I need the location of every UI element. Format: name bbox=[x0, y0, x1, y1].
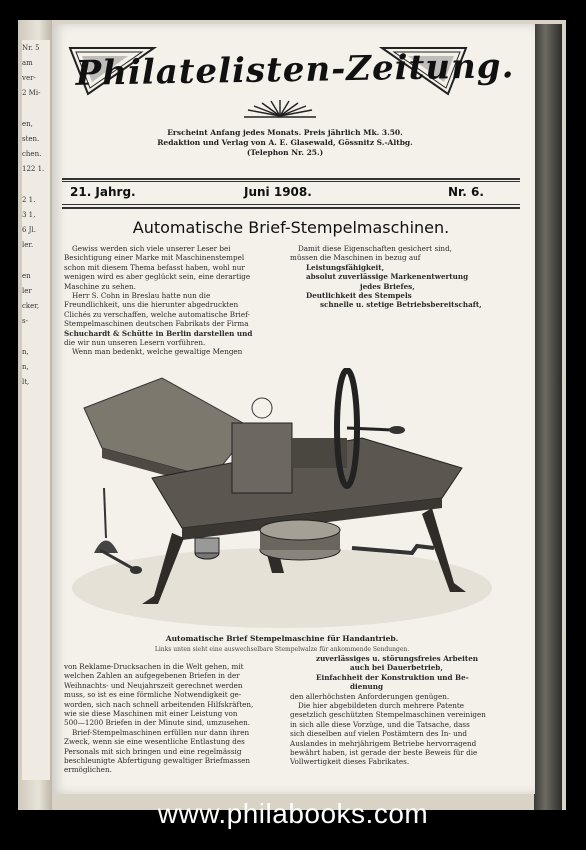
book-cover-edge bbox=[534, 24, 562, 810]
column-right-bottom bbox=[290, 654, 504, 767]
previous-page-fragment: n, bbox=[22, 363, 29, 371]
text-line: Damit diese Eigenschaften gesichert sind, bbox=[298, 244, 452, 253]
text-line: zuverlässiges u. störungsfreies Arbeiten bbox=[316, 654, 479, 663]
column-left-bottom bbox=[64, 662, 278, 775]
text-line: Clichés zu verschaffen, welche automatische Brief- bbox=[64, 309, 250, 319]
text-line: ermöglichen. bbox=[64, 765, 112, 775]
text-line: müssen die Maschinen in bezug auf bbox=[290, 253, 421, 263]
text-line: auch bei Dauerbetrieb, bbox=[350, 663, 443, 673]
issue-date: Juni 1908. bbox=[244, 185, 312, 199]
previous-page-edge bbox=[22, 40, 50, 780]
header-rule-top-thin bbox=[62, 181, 520, 182]
text-line: Deutlichkeit des Stempels bbox=[306, 291, 412, 301]
masthead-title: Philatelisten-Zeitung. bbox=[75, 46, 515, 94]
imprint-line: (Telephon Nr. 25.) bbox=[246, 148, 324, 157]
text-line: Vollwertigkeit dieses Fabrikates. bbox=[290, 757, 410, 767]
text-line: Zweck, wenn sie eine wesentliche Entlastung des bbox=[64, 737, 245, 747]
site-watermark: www.philabooks.com bbox=[157, 798, 429, 829]
text-line: beschleunigte Abfertigung gewaltiger Briefmassen bbox=[64, 756, 251, 766]
previous-page-fragment: cker, bbox=[22, 302, 40, 310]
text-line: 500—1200 Briefen in der Minute sind, umzusehen. bbox=[64, 718, 251, 728]
text-line: jedes Briefes, bbox=[360, 281, 415, 291]
imprint-line: Erscheint Anfang jedes Monats. Preis jährlich Mk. 3.50. bbox=[167, 128, 403, 137]
previous-page-fragment: ler. bbox=[22, 241, 34, 249]
text-line: Besichtigung einer Marke mit Maschinenstempel bbox=[64, 253, 245, 263]
text-line: wie sie diese Maschinen mit einer Leistung von bbox=[64, 709, 238, 719]
header-rule-bottom-thin bbox=[62, 204, 520, 205]
illustration-subcaption: Links unten sieht eine auswechselbare Stempelwalze für ankommende Sendungen. bbox=[154, 646, 410, 653]
text-line: von Reklame-Drucksachen in die Welt gehen, mit bbox=[64, 662, 244, 671]
text-line: Leistungsfähigkeit, bbox=[306, 262, 385, 272]
previous-page-fragment: sten. bbox=[22, 135, 40, 143]
text-line: sich dieselben auf vielen Postämtern des In- und bbox=[290, 729, 467, 739]
column-right-top bbox=[290, 244, 502, 310]
header-rule-top bbox=[62, 178, 520, 180]
text-line: bewährt haben, ist gerade der beste Beweis für die bbox=[290, 748, 478, 758]
previous-page-fragment: 2 1. bbox=[22, 196, 36, 204]
previous-page-fragment: 6 Jl. bbox=[22, 226, 36, 234]
previous-page-fragment: am bbox=[22, 59, 33, 67]
text-line: Herr S. Cohn in Breslau hatte nun die bbox=[72, 291, 211, 301]
previous-page-fragment: 3 1, bbox=[22, 211, 36, 219]
text-line: den allerhöchsten Anforderungen genügen. bbox=[290, 691, 450, 701]
text-line: wenigen wird es aber geglückt sein, eine derartige bbox=[64, 272, 251, 282]
text-line: die wir nun unseren Lesern vorführen. bbox=[64, 338, 206, 348]
text-line: Einfachheit der Konstruktion und Be- bbox=[316, 672, 469, 682]
imprint-block bbox=[120, 128, 450, 158]
text-line: welchen Zahlen an aufgegebenen Briefen in der bbox=[64, 671, 240, 681]
text-line: muss, so ist es eine förmliche Notwendigkeit ge- bbox=[64, 690, 242, 700]
sunburst-ornament-icon bbox=[240, 98, 320, 118]
text-line: Weihnachts- und Neujahrszeit gerechnet werden bbox=[64, 680, 243, 690]
text-line: dienung bbox=[350, 682, 384, 692]
column-left-top bbox=[64, 244, 274, 357]
text-line: Brief-Stempelmaschinen erfüllen nur dann ihren bbox=[72, 727, 250, 737]
text-line: worden, sich nach schnell arbeitenden Hilfskräften, bbox=[64, 699, 254, 709]
imprint-line: Redaktion und Verlag von A. E. Glasewald, Gössnitz S.-Altbg. bbox=[157, 138, 413, 147]
previous-page-fragment: en, bbox=[22, 120, 33, 128]
previous-page-fragment: lt, bbox=[22, 378, 30, 386]
text-line: Gewiss werden sich viele unserer Leser bei bbox=[72, 244, 231, 253]
previous-page-fragment: Nr. 5 bbox=[22, 44, 40, 52]
previous-page-fragment: 2 Mi- bbox=[22, 89, 41, 97]
previous-page-fragment: n, bbox=[22, 348, 29, 356]
stamping-machine-illustration bbox=[62, 368, 502, 630]
previous-page-fragment: 122 1. bbox=[22, 165, 45, 173]
text-line: Schuchardt & Schütte in Berlin darstellen und bbox=[64, 328, 253, 338]
previous-page-fragment: chen. bbox=[22, 150, 42, 158]
text-line: Personals mit sich bringen und eine regelmässig bbox=[64, 746, 242, 756]
previous-page-fragment: ler bbox=[22, 287, 32, 295]
text-line: Maschine zu sehen. bbox=[64, 281, 136, 291]
text-line: gesetzlich geschützten Stempelmaschinen vereinigen bbox=[290, 710, 486, 720]
article-headline: Automatische Brief-Stempelmaschinen. bbox=[132, 218, 450, 237]
text-line: Wenn man bedenkt, welche gewaltige Mengen bbox=[72, 347, 243, 357]
previous-page-fragment: s- bbox=[22, 317, 28, 325]
issue-number: Nr. 6. bbox=[448, 185, 484, 199]
text-line: Die hier abgebildeten durch mehrere Patente bbox=[298, 701, 465, 711]
header-rule-bottom bbox=[62, 207, 520, 209]
issue-year: 21. Jahrg. bbox=[70, 185, 136, 199]
text-line: absolut zuverlässige Markenentwertung bbox=[306, 272, 469, 282]
illustration-caption: Automatische Brief Stempelmaschine für Handantrieb. bbox=[165, 634, 399, 643]
previous-page-fragment: en bbox=[22, 272, 31, 280]
text-line: Freundlichkeit, uns die hierunter abgedruckten bbox=[64, 300, 239, 310]
text-line: in sich alle diese Vorzüge, und die Tatsache, dass bbox=[290, 719, 470, 729]
previous-page-fragment: ver- bbox=[22, 74, 36, 82]
text-line: schnelle u. stetige Betriebsbereitschaft, bbox=[320, 300, 482, 310]
text-line: Stempelmaschinen deutschen Fabrikats der Firma bbox=[64, 319, 249, 329]
text-line: Auslandes in mehrjährigem Betriebe hervorragend bbox=[290, 738, 477, 748]
text-line: schon mit diesem Thema befasst haben, wohl nur bbox=[64, 262, 245, 272]
